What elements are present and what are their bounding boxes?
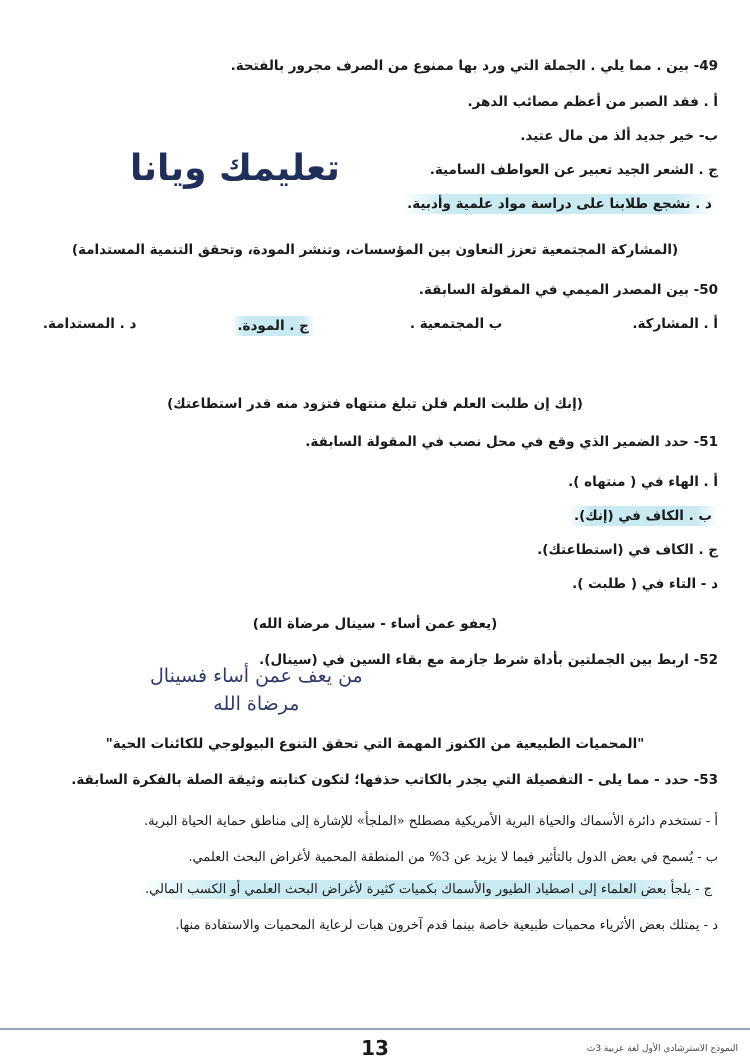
quote-2: (إنك إن طلبت العلم فلن تبلغ منتهاه فتزود منه قدر استطاعتك) (167, 396, 583, 412)
question-51-option-b[interactable] (32, 508, 718, 524)
question-53-stem: 53- حدد - مما يلى - التفصيلة التي يجدر بالكاتب حذفها؛ لتكون كتابته وثيقة الصلة بالفكرة السابقة. (71, 772, 718, 788)
question-50-options (32, 316, 718, 336)
question-53-option-c[interactable] (32, 882, 718, 897)
question-51-option-a[interactable]: أ . الهاء في ( منتهاه ). (568, 474, 718, 490)
handwritten-answer-line-1: من يعف عمن أساء فسينال (150, 665, 363, 687)
highlighted-answer: ب . الكاف في (إنك). (568, 506, 718, 526)
question-49-option-d[interactable] (32, 196, 718, 212)
question-50-option-a[interactable]: أ . المشاركة. (632, 316, 718, 332)
quote-4: "المحميات الطبيعية من الكنوز المهمة التي تحقق التنوع البيولوجي للكائنات الحية" (105, 736, 645, 752)
question-51-option-d[interactable]: د - التاء في ( طلبت ). (572, 576, 718, 592)
question-53-option-a[interactable]: أ - تستخدم دائرة الأسماك والحياة البرية الأمريكية مصطلح «الملجأ» للإشارة إلى مناطق حماية الحياة البرية. (143, 814, 718, 829)
question-51-option-c[interactable]: ج . الكاف في (استطاعتك). (537, 542, 718, 558)
question-50-option-c[interactable]: ج . المودة. (231, 316, 315, 336)
question-49-stem: 49- بين . مما يلي . الجملة التي ورد بها ممنوع من الصرف مجرور بالفتحة. (230, 58, 718, 74)
question-50-option-d[interactable]: د . المستدامة. (42, 316, 137, 332)
handwritten-answer-line-2: مرضاة الله (213, 693, 300, 715)
highlighted-answer: ج - يلجأ بعض العلماء إلى اصطياد الطيور والأسماك بكميات كثيرة لأغراض البحث العلمي أو الكسب المالي. (139, 880, 718, 899)
question-49-option-a[interactable]: أ . فقد الصبر من أعظم مصائب الدهر. (467, 94, 718, 110)
question-49-option-c[interactable]: ج . الشعر الجيد تعبير عن العواطف السامية. (429, 162, 718, 178)
question-53-option-b[interactable]: ب - يُسمح في بعض الدول بالتأثير فيما لا يزيد عن 3% من المنطقة المحمية لأغراض البحث العلمي. (188, 850, 718, 865)
question-52-stem: 52- اربط بين الجملتين بأداة شرط جازمة مع بقاء السين في (سينال). (259, 652, 718, 668)
question-53-option-d[interactable]: د - يمتلك بعض الأثرياء محميات طبيعية خاصة بينما قدم آخرون هبات لرعاية المحميات والاستفادة منها. (175, 918, 718, 933)
handwritten-answer (150, 662, 363, 718)
quote-3: (يعفو عمن أساء - سينال مرضاة الله) (252, 616, 498, 632)
footer-caption: النموذج الاسترشادي الأول لغة عربية 3ث (586, 1044, 738, 1054)
page-number: 13 (361, 1036, 389, 1060)
watermark-top: تعليمك ويانا (130, 148, 340, 189)
highlighted-answer: د . نشجع طلابنا على دراسة مواد علمية وأدبية. (401, 194, 718, 214)
question-50-stem: 50- بين المصدر الميمي في المقولة السابقة. (418, 282, 718, 298)
quote-1: (المشاركة المجتمعية تعزز التعاون بين المؤسسات، وتنشر المودة، وتحقق التنمية المستدامة) (71, 242, 679, 258)
footer-divider (0, 1028, 750, 1030)
question-51-stem: 51- حدد الضمير الذي وقع في محل نصب في المقولة السابقة. (305, 434, 718, 450)
question-49-option-b[interactable]: ب- خير جديد ألذ من مال عتيد. (520, 128, 718, 144)
question-50-option-b[interactable]: ب المجتمعية . (409, 316, 503, 332)
